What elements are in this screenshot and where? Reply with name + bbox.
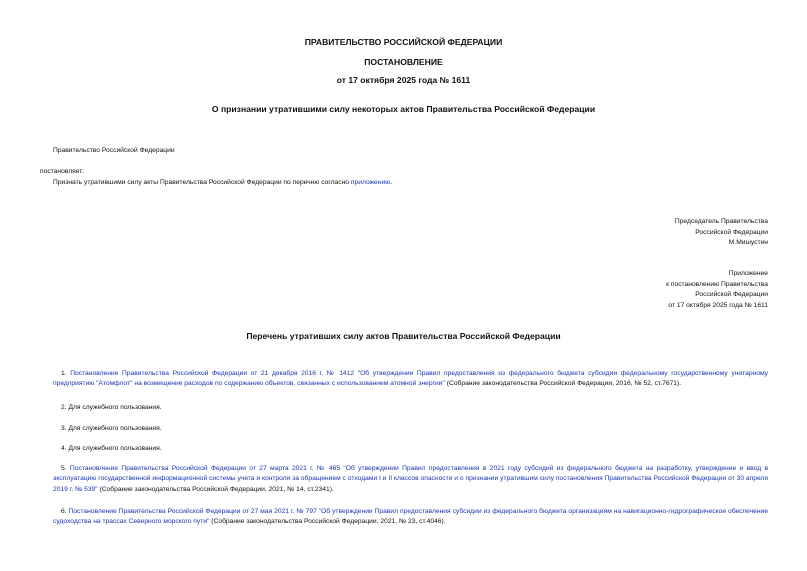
appendix-ref-line3: от 17 октября 2025 года № 1611: [668, 301, 768, 309]
list-item-5: [53, 464, 768, 495]
list-item-number: 6.: [61, 508, 69, 515]
issuing-authority: ПРАВИТЕЛЬСТВО РОССИЙСКОЙ ФЕДЕРАЦИИ: [304, 37, 503, 47]
list-item-3: [53, 424, 768, 434]
list-item-number: 3.: [61, 425, 69, 432]
list-item-text: Для служебного пользования.: [68, 404, 162, 411]
list-item-number: 2.: [61, 404, 69, 411]
appendix-ref-line2: Российской Федерации: [695, 291, 768, 298]
list-item-source: (Собрание законодательства Российской Федерации, 2021, № 14, ст.2341).: [97, 485, 334, 493]
appendix-ref-line1: к постановлению Правительства: [666, 280, 768, 288]
list-item-1: [53, 369, 768, 390]
decision-end: .: [390, 179, 393, 186]
list-item-source: (Собрание законодательства Российской Федерации, 2021, № 23, ст.4046).: [209, 518, 446, 526]
appendix-link[interactable]: приложению: [350, 179, 391, 186]
subject-text: Правительство Российской Федерации: [53, 147, 175, 154]
act-link-6[interactable]: Постановление Правительства Российской Федерации от 27 мая 2021 г. № 797 "Об утверждении Правил предоставления субсидии из федерального бюджета организациям на навигационно-гидрографическое обеспечение судоходства на трассах Северного морского пути": [53, 508, 768, 526]
document-title: О признании утратившими силу некоторых актов Правительства Российской Федерации: [211, 104, 596, 114]
list-item-number: 5.: [61, 465, 70, 472]
list-item-number: 4.: [61, 445, 69, 452]
act-link-1[interactable]: Постановление Правительства Российской Федерации от 21 декабря 2016 г. № 1412 "Об утверждении Правил предоставления из федерального бюджета субсидии федеральному государственному унитарному предприятию "Атомфлот" на возмещение расходов по содержанию объектов, связанных с использованием атомной энергии": [53, 370, 769, 388]
decision-paragraph: [53, 178, 392, 188]
list-item-4: [53, 444, 768, 454]
document-type: ПОСТАНОВЛЕНИЕ: [364, 57, 443, 67]
signature-name: М.Мишустин: [728, 239, 768, 246]
appendix-label: Приложение: [728, 270, 768, 277]
resolves-text: постановляет:: [40, 168, 85, 175]
list-item-number: 1.: [61, 370, 71, 377]
appendix-reference-block: [666, 269, 768, 311]
signature-position: Председатель Правительства: [674, 218, 768, 225]
document-date-number: от 17 октября 2025 года № 1611: [336, 75, 471, 85]
list-item-source: (Собрание законодательства Российской Федерации, 2016, № 52, ст.7671).: [444, 380, 682, 388]
appendix-title: Перечень утративших силу актов Правительства Российской Федерации: [246, 331, 561, 341]
signature-block: [675, 217, 768, 249]
list-item-6: [53, 507, 768, 528]
decision-text: Признать утратившими силу акты Правительства Российской Федерации по перечню согласно: [53, 179, 351, 186]
list-item-2: [53, 403, 768, 413]
list-item-text: Для служебного пользования.: [68, 445, 162, 452]
list-item-text: Для служебного пользования.: [68, 425, 162, 432]
act-link-5[interactable]: Постановление Правительства Российской Федерации от 27 марта 2021 г. № 465 "Об утверждении Правил предоставления в 2021 году субсидий из федерального бюджета на разработку, утверждение и ввод в эксплуатацию государственной информационной системы учета и контроля за обращением с отходами I и II классов опасности и о признании утратившим силу постановления Правительства Российской Федерации от 30 апреля 2019 г. № 539": [53, 465, 768, 493]
signature-position-2: Российской Федерации: [695, 228, 768, 236]
